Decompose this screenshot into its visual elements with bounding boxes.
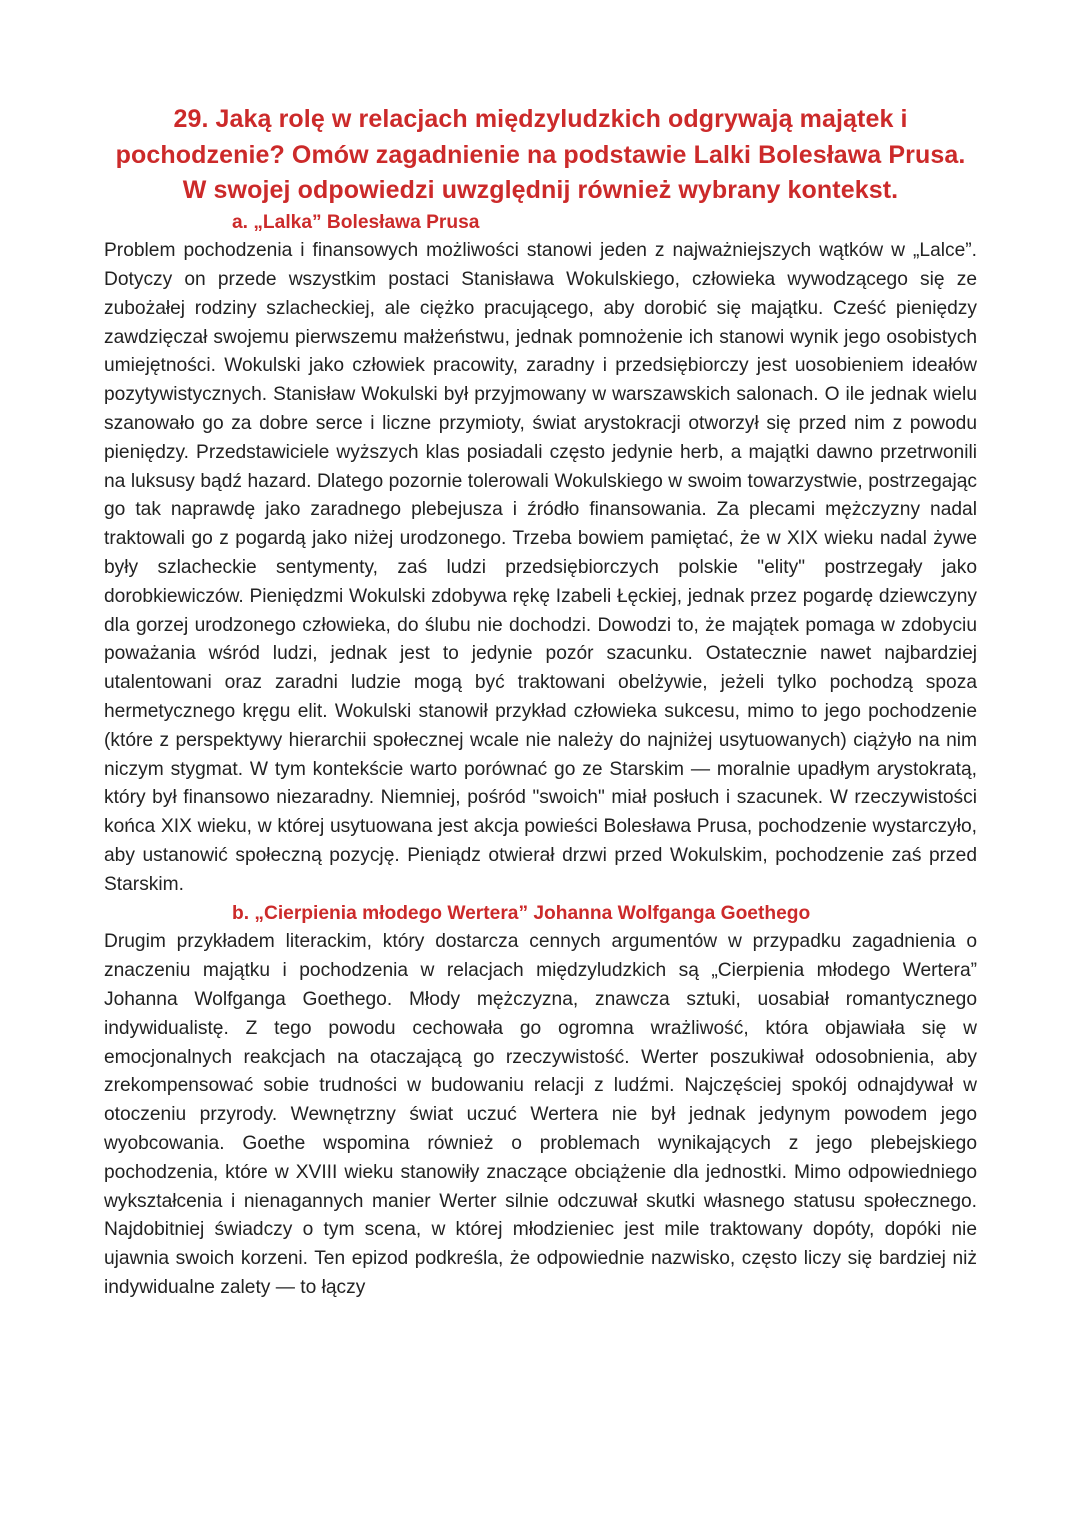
section-a-paragraph: Problem pochodzenia i finansowych możliwości stanowi jeden z najważniejszych wątków w „Lalce”. Dotyczy on przede wszystkim postaci Stanisława Wokulskiego, człowieka wywodzącego się ze zubożałej rodziny szlacheckiej, ale ciężko pracującego, aby dorobić się majątku. Cześć pieniędzy zawdzięczał swojemu pierwszemu małżeństwu, jednak pomnożenie ich stanowi wynik jego osobistych umiejętności. Wokulski jako człowiek pracowity, zaradny i przedsiębiorczy jest uosobieniem ideałów pozytywistycznych. Stanisław Wokulski był przyjmowany w warszawskich salonach. O ile jednak wielu szanowało go za dobre serce i liczne przymioty, świat arystokracji otworzył się przed nim z powodu pieniędzy. Przedstawiciele wyższych klas posiadali często jedynie herb, a majątki dawno przetrwonili na luksusy bądź hazard. Dlatego pozornie tolerowali Wokulskiego w swoim towarzystwie, postrzegając go tak naprawdę jako zaradnego plebejusza i źródło finansowania. Za plecami mężczyzny nadal traktowali go z pogardą jako niżej urodzonego. Trzeba bowiem pamiętać, że w XIX wieku nadal żywe były szlacheckie sentymenty, zaś ludzi przedsiębiorczych polskie "elity" postrzegały jako dorobkiewiczów. Pieniędzmi Wokulski zdobywa rękę Izabeli Łęckiej, jednak przez pogardę dziewczyny dla gorzej urodzonego człowieka, do ślubu nie dochodzi. Dowodzi to, że majątek pomaga w zdobyciu poważania wśród ludzi, jednak jest to jedynie pozór szacunku. Ostatecznie nawet najbardziej utalentowani oraz zaradni ludzie mogą być traktowani obelżywie, jeżeli tylko pochodzą spoza hermetycznego kręgu elit. Wokulski stanowił przykład człowieka sukcesu, mimo to jego pochodzenie (które z perspektywy hierarchii społecznej wcale nie należy do najniżej usytuowanych) ciążyło na nim niczym stygmat. W tym kontekście warto porównać go ze Starskim — moralnie upadłym arystokratą, który był finansowo niezaradny. Niemniej, pośród "swoich" miał posłuch i szacunek. W rzeczywistości końca XIX wieku, w której usytuowana jest akcja powieści Bolesława Prusa, pochodzenie wystarczyło, aby ustanowić społeczną pozycję. Pieniądz otwierał drzwi przed Wokulskim, pochodzenie zaś przed Starskim. [104, 240, 977, 895]
section-b-paragraph: Drugim przykładem literackim, który dostarcza cennych argumentów w przypadku zagadnienia o znaczeniu majątku i pochodzenia w relacjach międzyludzkich są „Cierpienia młodego Wertera” Johanna Wolfganga Goethego. Młody mężczyzna, znawcza sztuki, uosabiał romantycznego indywidualistę. Z tego powodu cechowała go ogromna wrażliwość, która objawiała się w emocjonalnych reakcjach na otaczającą go rzeczywistość. Werter poszukiwał odosobnienia, aby zrekompensować sobie trudności w budowaniu relacji z ludźmi. Najczęściej spokój odnajdywał w otoczeniu przyrody. Wewnętrzny świat uczuć Wertera nie był jednak jedynym powodem jego wyobcowania. Goethe wspomina również o problemach wynikających z jego plebejskiego pochodzenia, które w XVIII wieku stanowiły znaczące obciążenie dla jednostki. Mimo odpowiedniego wykształcenia i nienagannych manier Werter silnie odczuwał skutki własnego statusu społecznego. Najdobitniej świadczy o tym scena, w której młodzieniec jest mile traktowany dopóty, dopóki nie ujawnia swoich korzeni. Ten epizod podkreśla, że odpowiednie nazwisko, często liczy się bardziej niż indywidualne zalety — to łączy [104, 931, 977, 1298]
document-page [104, 102, 977, 1303]
question-title: 29. Jaką rolę w relacjach międzyludzkich odgrywają majątek i pochodzenie? Omów zagadnienie na podstawie Lalki Bolesława Prusa. W swojej odpowiedzi uwzględnij również wybrany kontekst. [115, 105, 966, 204]
section-a-heading: a. „Lalka” Bolesława Prusa [232, 211, 480, 233]
section-b-heading: b. „Cierpienia młodego Wertera” Johanna Wolfganga Goethego [232, 902, 811, 924]
